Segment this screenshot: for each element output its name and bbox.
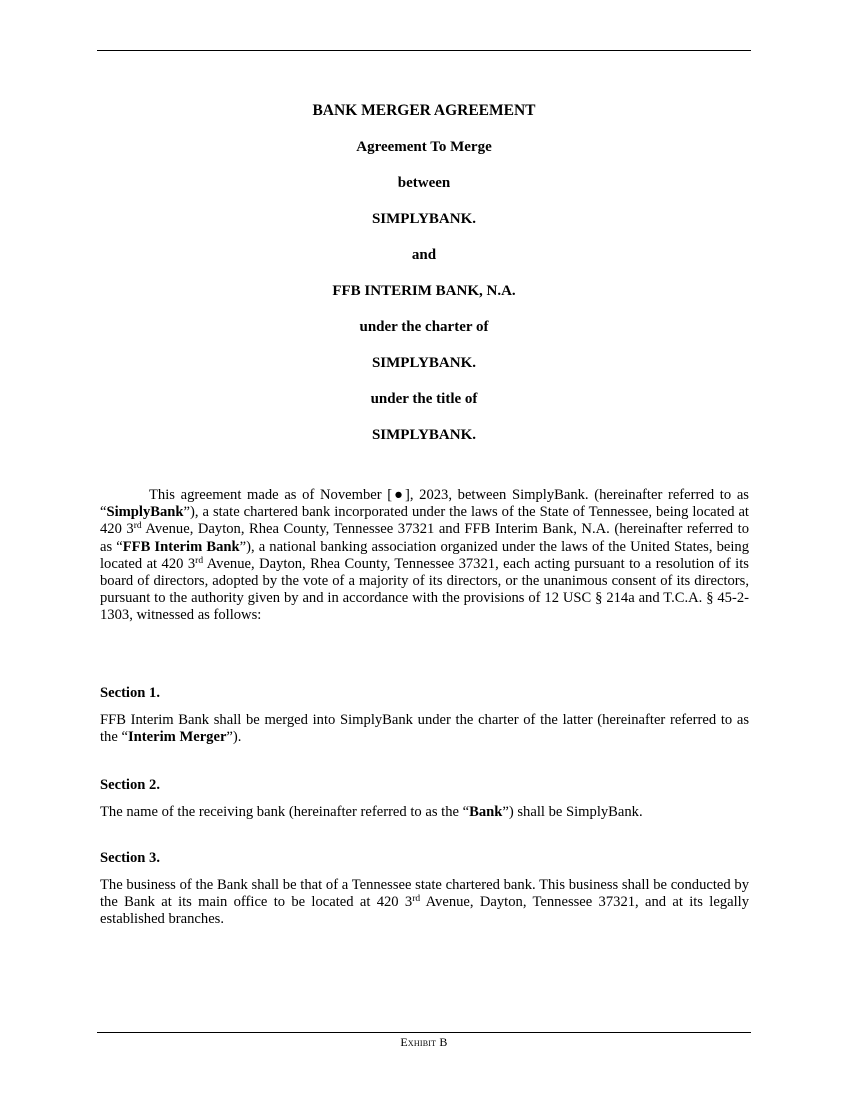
title-line: under the charter of [359,319,489,335]
footer-label: Exhibit B [400,1035,448,1049]
document-title: BANK MERGER AGREEMENT [312,102,536,119]
title-line: SIMPLYBANK. [371,355,477,371]
section-3-heading: Section 3. [100,850,160,866]
intro-paragraph: This agreement made as of November [●], 2023, between SimplyBank. (hereinafter referred to as “SimplyBank”), a state chartered bank incorporated under the laws of the State of Tennessee, being located at 420 3rd Avenue, Dayton, Rhea County, Tennessee 37321 and FFB Interim Bank, N.A. (hereinafter referred to as “FFB Interim Bank”), a national banking association organized under the laws of the United States, being located at 420 3rd Avenue, Dayton, Rhea County, Tennessee 37321, each acting pursuant to a resolution of its board of directors, adopted by the vote of a majority of its directors, or the unanimous consent of its directors, pursuant to the authority given by and in accordance with the provisions of 12 USC § 214a and T.C.A. § 45-2-1303, witnessed as follows: [100,487,749,624]
defined-term: FFB Interim Bank [122,538,240,555]
title-line: FFB INTERIM BANK, N.A. [332,283,516,299]
section-3-paragraph: The business of the Bank shall be that of a Tennessee state chartered bank. This business shall be conducted by the Bank at its main office to be located at 420 3rd Avenue, Dayton, Tennessee 37321, and at its legally established branches. [100,877,749,928]
section-1-heading: Section 1. [100,685,160,701]
title-line: SIMPLYBANK. [371,211,477,227]
section-2-heading: Section 2. [100,777,160,793]
title-line: SIMPLYBANK. [371,427,477,443]
title-line: Agreement To Merge [356,139,492,155]
defined-term: SimplyBank [106,504,184,521]
defined-term: Interim Merger [127,729,227,746]
defined-term: Bank [469,804,503,820]
title-line: under the title of [370,391,478,407]
title-line: and [411,247,437,263]
section-2-paragraph: The name of the receiving bank (hereinafter referred to as the “Bank”) shall be SimplyBank. [100,804,643,820]
footer-rule [97,1032,751,1033]
section-1-paragraph: FFB Interim Bank shall be merged into SimplyBank under the charter of the latter (hereinafter referred to as the “Interim Merger”). [100,712,749,746]
title-line: between [397,175,451,191]
title-block [97,102,751,462]
header-rule [97,50,751,51]
